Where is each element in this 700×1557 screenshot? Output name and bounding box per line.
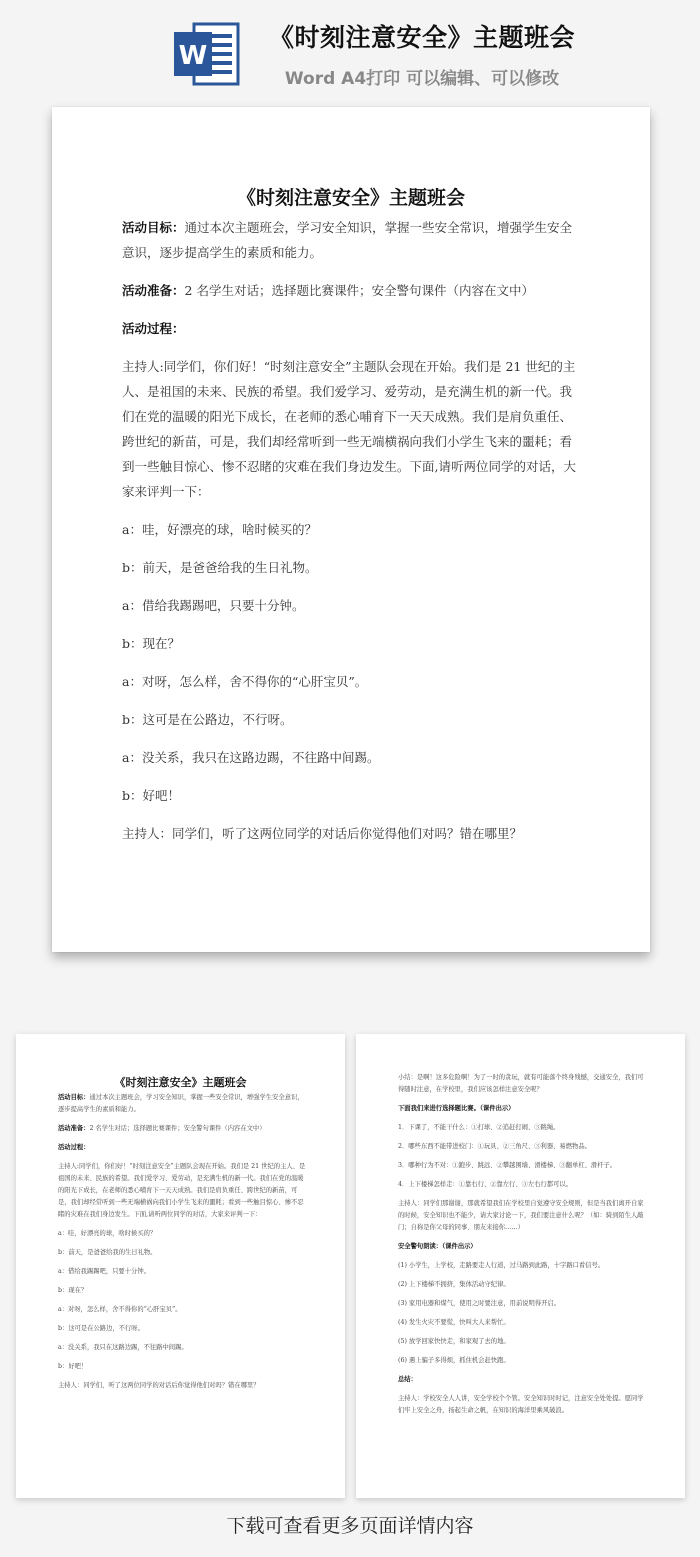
- paragraph: [398, 1355, 648, 1367]
- paragraph-text: 主持人：同学们那谢谢，那就希望我们在学校里自觉遵守安全规则，但是当我们离开自家的时候，安全知识也不能少，请大家讨论一下，我们要注意什么呢？（如：骑到陌生人敲门；自称是你父母的同事、朋友来接你……）: [398, 1200, 644, 1231]
- paragraph: [398, 1122, 648, 1134]
- paragraph: [398, 1393, 648, 1417]
- paragraph: [398, 1160, 648, 1172]
- paragraph-text: b：好吧！: [58, 1363, 88, 1370]
- paragraph: [398, 1317, 648, 1329]
- paragraph-text: (4) 发生火灾不要慌，快叫大人来帮忙。: [398, 1319, 510, 1326]
- paragraph: [122, 631, 582, 656]
- paragraph-label: 活动准备：: [58, 1125, 90, 1132]
- paragraph: [398, 1260, 648, 1272]
- paragraph: [398, 1336, 648, 1348]
- paragraph: [58, 1285, 308, 1297]
- download-more-link[interactable]: 下载可查看更多页面详情内容: [226, 1515, 474, 1537]
- paragraph-text: (3) 家用电器和煤气，使用之时要注意，用前说明得开启。: [398, 1300, 561, 1307]
- thumbnail-body: [58, 1092, 308, 1399]
- paragraph-label: 安全警句朗读：（课件出示）: [398, 1243, 477, 1250]
- paragraph-text: 通过本次主题班会，学习安全知识，掌握一些安全常识，增强学生安全意识，逐步提高学生的素质和能力。: [58, 1094, 304, 1113]
- paragraph: [122, 707, 582, 732]
- paragraph: [58, 1361, 308, 1373]
- paragraph-label: 活动目标：: [58, 1094, 90, 1101]
- paragraph-label: 活动过程：: [58, 1144, 90, 1151]
- thumbnail-title: 《时刻注意安全》主题班会: [114, 1076, 247, 1089]
- paragraph: [58, 1304, 308, 1316]
- paragraph-text: b：前天，是爸爸给我的生日礼物。: [58, 1249, 157, 1256]
- paragraph-text: (6) 遇上骗子多得烦，抓住机会赶快跑。: [398, 1357, 510, 1364]
- paragraph: [122, 783, 582, 808]
- paragraph: [58, 1228, 308, 1240]
- paragraph-text: 小结：是啊！这多危险啊！为了一时的贪玩，就有可能落个终身残憾，交通安全，我们可得随时注意，在学校里，我们应该怎样注意安全呢？: [398, 1074, 644, 1093]
- paragraph: [398, 1072, 648, 1096]
- paragraph-text: 主持人：同学们，听了这两位同学的对话后你觉得他们对吗？错在哪里？: [122, 826, 523, 841]
- paragraph-text: 主持人：同学们，听了这两位同学的对话后你觉得他们对吗？错在哪里？: [58, 1382, 260, 1389]
- paragraph: [122, 354, 582, 504]
- paragraph-label: 活动准备：: [122, 283, 185, 298]
- paragraph-text: 2．哪些东西不能带进校门：①玩具、②三角尺、③利器、易燃物品。: [398, 1143, 591, 1150]
- paragraph-text: a：对呀，怎么样，舍不得你的“心肝宝贝”。: [58, 1306, 182, 1313]
- paragraph: [398, 1279, 648, 1291]
- paragraph-text: b：这可是在公路边，不行呀。: [122, 712, 293, 727]
- paragraph: [58, 1092, 308, 1116]
- paragraph-text: 2 名学生对话；选择题比赛课件；安全警句课件（内容在文中）: [184, 283, 534, 298]
- paragraph: [58, 1380, 308, 1392]
- word-icon: [172, 20, 240, 88]
- paragraph-text: b：好吧！: [122, 788, 181, 803]
- paragraph-text: 主持人：学校安全人人讲，安全学校个个管。安全知识时时记，注意安全处处提。愿同学们牢上安全之舟，扬起生命之帆，在知识的海洋里乘风破浪。: [398, 1395, 644, 1414]
- paragraph: [398, 1141, 648, 1153]
- paragraph-text: a：没关系，我只在这路边踢，不往路中间踢。: [122, 750, 380, 765]
- paragraph-text: (1) 小学生，上学校，走路要走人行道，过马路到此路，十字路口看信号。: [398, 1262, 605, 1269]
- paragraph-label: 活动过程：: [122, 321, 185, 336]
- document-body: [122, 215, 582, 859]
- paragraph: [122, 821, 582, 846]
- thumbnail-page-1[interactable]: [16, 1034, 345, 1498]
- paragraph: [122, 278, 582, 303]
- paragraph-label: 下面我们来进行选择题比赛。（课件出示）: [398, 1105, 515, 1112]
- paragraph-text: 主持人:同学们，你们好！“时刻注意安全”主题队会现在开始。我们是 21 世纪的主人、是祖国的未来、民族的希望。我们爱学习、爱劳动，是充满生机的新一代。我们在党的温暖的阳光下成长，在老师的悉心哺育下一天天成熟。我们是肩负重任、跨世纪的新苗，可是，我们却经常听到一些无端横祸向我们小学生飞来的噩耗；看到一些触目惊心、惨不忍睹的灾难在我们身边发生。下面,请听两位同学的对话，大家来评判一下：: [122, 359, 576, 499]
- paragraph: [58, 1323, 308, 1335]
- paragraph-text: 通过本次主题班会，学习安全知识，掌握一些安全常识，增强学生安全意识，逐步提高学生的素质和能力。: [122, 220, 573, 260]
- paragraph-text: 4．上下楼梯怎样走：①靠右行、②靠左行、③左右行都可以。: [398, 1181, 573, 1188]
- paragraph: [398, 1179, 648, 1191]
- paragraph-text: 主持人:同学们，你们好！“时刻注意安全”主题队会现在开始。我们是 21 世纪的主人、是祖国的未来、民族的希望。我们爱学习、爱劳动，是充满生机的新一代。我们在党的温暖的阳光下成长，在老师的悉心哺育下一天天成熟。我们是肩负重任、跨世纪的新苗，可是，我们却经常听到一些无端横祸向我们小学生飞来的噩耗；看到一些触目惊心、惨不忍睹的灾难在我们身边发生。下面,请听两位同学的对话，大家来评判一下：: [58, 1163, 306, 1218]
- document-page-main: [52, 107, 650, 952]
- paragraph-text: a：借给我踢踢吧，只要十分钟。: [58, 1268, 150, 1275]
- paragraph: [122, 745, 582, 770]
- paragraph: [58, 1342, 308, 1354]
- paragraph-text: (5) 放学回家快快走，和家观了去的地。: [398, 1338, 510, 1345]
- paragraph-text: b：现在？: [122, 636, 181, 651]
- paragraph-text: b：这可是在公路边，不行呀。: [58, 1325, 144, 1332]
- paragraph-text: a：哇，好漂亮的球，啥时候买的？: [122, 522, 317, 537]
- paragraph: [122, 215, 582, 265]
- paragraph-text: 1．下课了，不能干什么：①打球、②追赶打闹、③跳绳。: [398, 1124, 560, 1131]
- paragraph: [398, 1298, 648, 1310]
- paragraph-label: 总结：: [398, 1376, 417, 1383]
- paragraph: [58, 1142, 308, 1154]
- document-title: 《时刻注意安全》主题班会: [236, 187, 465, 209]
- paragraph: [58, 1123, 308, 1135]
- paragraph: [58, 1266, 308, 1278]
- paragraph: [122, 669, 582, 694]
- paragraph: [398, 1241, 648, 1253]
- paragraph: [58, 1161, 308, 1221]
- thumbnail-body: [398, 1072, 648, 1424]
- thumbnail-page-2[interactable]: [356, 1034, 685, 1498]
- paragraph-text: a：没关系，我只在这路边踢，不往路中间踢。: [58, 1344, 188, 1351]
- paragraph: [398, 1103, 648, 1115]
- paragraph-text: (2) 上下楼梯不拥挤，集体活动守纪律。: [398, 1281, 510, 1288]
- header-subtitle: Word A4打印 可以编辑、可以修改: [284, 69, 560, 89]
- paragraph-text: a：借给我踢踢吧，只要十分钟。: [122, 598, 305, 613]
- paragraph-text: a：哇，好漂亮的球，啥时候买的？: [58, 1230, 157, 1237]
- paragraph: [58, 1247, 308, 1259]
- paragraph-text: b：现在？: [58, 1287, 88, 1294]
- paragraph: [122, 555, 582, 580]
- paragraph-text: 3．哪种行为不对：①跑步、跳远、②攀越围墙、滑楼梯、③翻单杠、滑杆子。: [398, 1162, 617, 1169]
- paragraph-text: b：前天，是爸爸给我的生日礼物。: [122, 560, 318, 575]
- paragraph-text: 2 名学生对话；选择题比赛课件；安全警句课件（内容在文中）: [89, 1125, 266, 1132]
- header: [0, 0, 700, 100]
- paragraph: [122, 517, 582, 542]
- word-icon-letter: W: [178, 41, 208, 71]
- paragraph: [398, 1198, 648, 1234]
- paragraph: [122, 316, 582, 341]
- paragraph: [122, 593, 582, 618]
- paragraph: [398, 1374, 648, 1386]
- paragraph-text: a：对呀，怎么样，舍不得你的“心肝宝贝”。: [122, 674, 368, 689]
- paragraph-label: 活动目标：: [122, 220, 185, 235]
- header-title: 《时刻注意安全》主题班会: [268, 23, 575, 52]
